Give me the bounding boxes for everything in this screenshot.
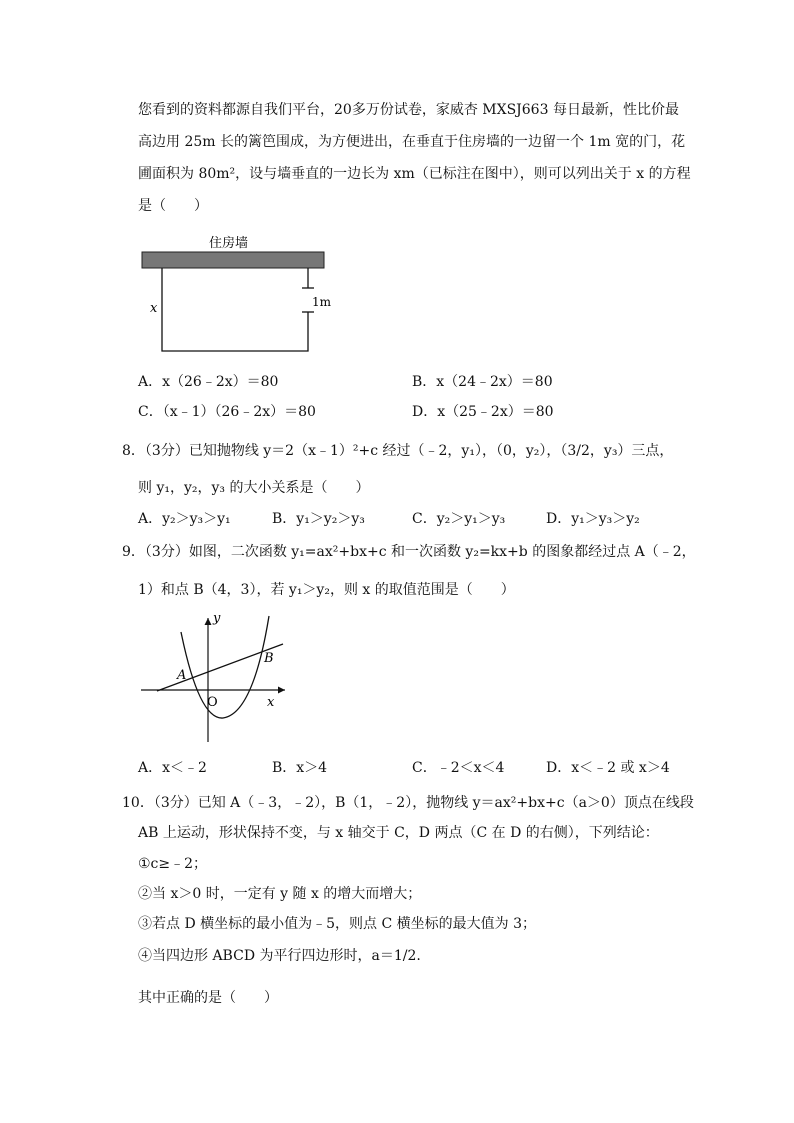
q8-option-a[interactable]: A．y₂＞y₃＞y₁ xyxy=(138,511,231,527)
q7-option-a[interactable]: A．x（26﹣2x）＝80 xyxy=(138,374,279,390)
q9-text-line-1: 9．（3分）如图，二次函数 y₁=ax²+bx+c 和一次函数 y₂=kx+b 的图象都经过点 A（﹣2， xyxy=(122,544,696,560)
q7-text-line-4: 是（ ） xyxy=(138,198,208,214)
q8-option-d[interactable]: D．y₁＞y₃＞y₂ xyxy=(546,511,640,527)
q10-question-prompt: 其中正确的是（ ） xyxy=(138,990,278,1006)
point-b-label: B xyxy=(264,651,274,666)
fence xyxy=(162,268,308,351)
q7-option-d[interactable]: D．x（25﹣2x）＝80 xyxy=(412,404,554,420)
q9-graph-figure xyxy=(135,610,295,750)
house-wall xyxy=(142,252,324,268)
q9-option-b[interactable]: B．x＞4 xyxy=(272,760,328,776)
side-label: x xyxy=(150,301,158,316)
q7-fence-figure xyxy=(130,228,350,358)
q8-option-c[interactable]: C．y₂＞y₁＞y₃ xyxy=(412,511,506,527)
q9-text-line-2: 1）和点 B（4，3），若 y₁＞y₂，则 x 的取值范围是（ ） xyxy=(138,582,515,598)
q9-option-c[interactable]: C．﹣2＜x＜4 xyxy=(412,760,505,776)
q9-option-a[interactable]: A．x＜﹣2 xyxy=(138,760,207,776)
q10-conclusion-3: ③若点 D 横坐标的最小值为﹣5，则点 C 横坐标的最大值为 3； xyxy=(138,916,537,932)
q9-option-d[interactable]: D．x＜﹣2 或 x＞4 xyxy=(546,760,670,776)
q7-text-line-3: 圃面积为 80m²，设与墙垂直的一边长为 xm（已标注在图中），则可以列出关于 x 的方程 xyxy=(138,166,691,182)
q10-text-line-1: 10．（3分）已知 A（﹣3，﹣2），B（1，﹣2），抛物线 y＝ax²+bx+c（a＞0）顶点在线段 xyxy=(122,795,694,811)
q8-text-line-1: 8．（3分）已知抛物线 y＝2（x﹣1）²+c 经过（﹣2，y₁），（0，y₂），（3/2，y₃）三点， xyxy=(122,443,674,459)
q10-text-line-2: AB 上运动，形状保持不变，与 x 轴交于 C，D 两点（C 在 D 的右侧），下列结论： xyxy=(138,825,659,841)
q7-text-line-1: 您看到的资料都源自我们平台，20多万份试卷，家威杏 MXSJ663 每日最新，性比价最 xyxy=(138,102,679,118)
x-axis-label: x xyxy=(267,695,275,710)
point-a-label: A xyxy=(177,668,187,683)
q10-conclusion-4: ④当四边形 ABCD 为平行四边形时，a＝1/2. xyxy=(138,948,421,964)
wall-label: 住房墙 xyxy=(209,236,249,251)
origin-label: O xyxy=(207,695,218,710)
q8-option-b[interactable]: B．y₁＞y₂＞y₃ xyxy=(272,511,365,527)
y-axis-label: y xyxy=(213,611,221,626)
parabola-curve xyxy=(181,616,269,718)
q7-option-b[interactable]: B．x（24﹣2x）＝80 xyxy=(412,374,553,390)
q7-text-line-2: 高边用 25m 长的篱笆围成，为方便进出，在垂直于住房墙的一边留一个 1m 宽的门，花 xyxy=(138,134,686,150)
q10-conclusion-2: ②当 x＞0 时，一定有 y 随 x 的增大而增大； xyxy=(138,886,422,902)
q7-option-c[interactable]: C．（x﹣1）（26﹣2x）＝80 xyxy=(138,404,316,420)
q8-text-line-2: 则 y₁，y₂，y₃ 的大小关系是（ ） xyxy=(138,480,370,496)
door-label: 1m xyxy=(312,295,332,309)
q10-conclusion-1: ①c≥﹣2； xyxy=(138,856,208,872)
